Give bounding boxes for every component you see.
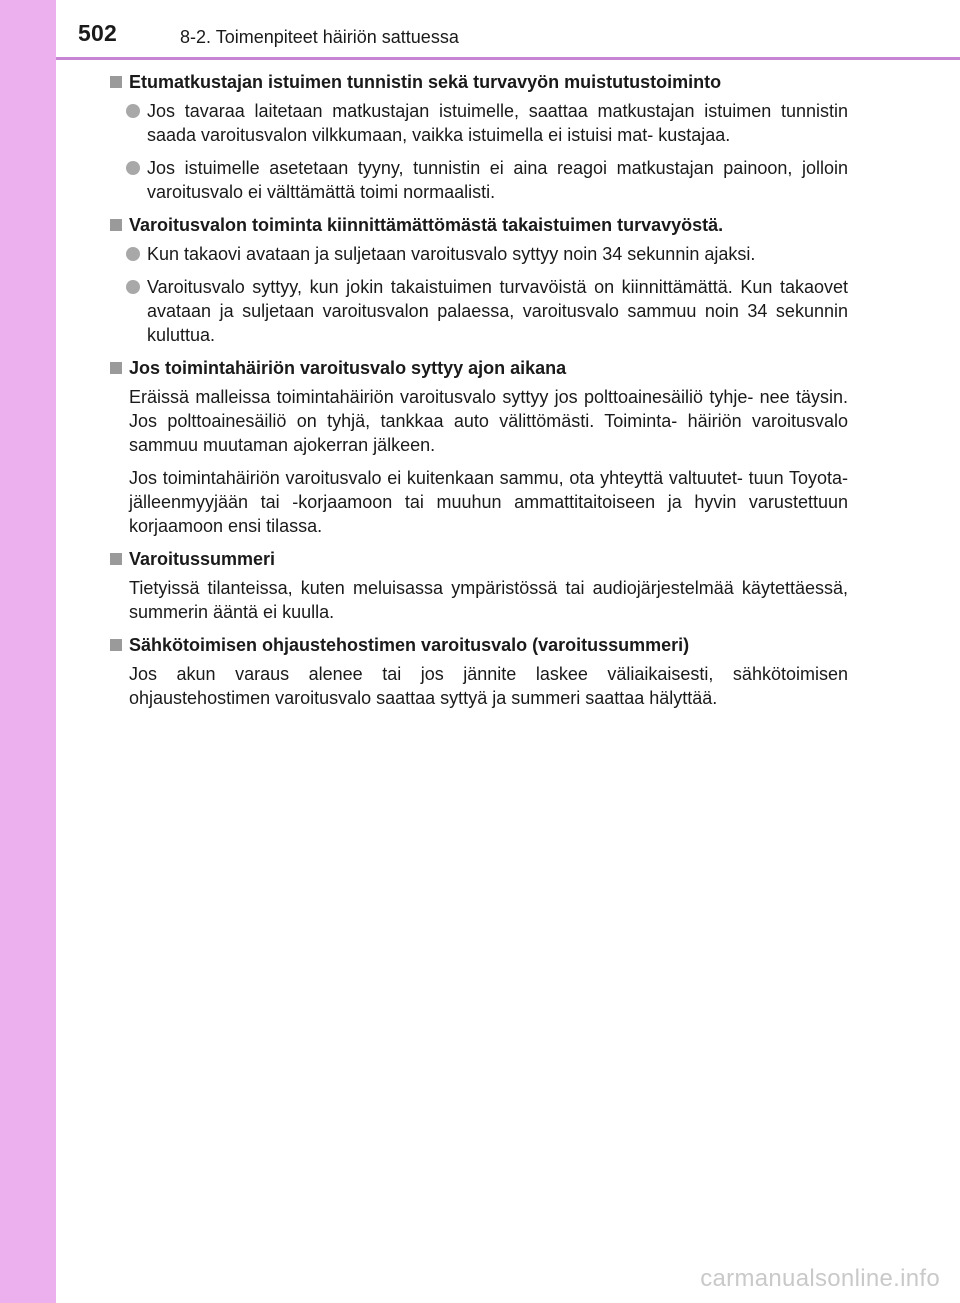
square-bullet-icon — [110, 362, 122, 374]
round-bullet-icon — [126, 280, 140, 294]
side-color-band — [0, 0, 56, 1303]
body-paragraph: Tietyissä tilanteissa, kuten meluisassa ympäristössä tai audiojärjestelmää käytettäessä, summerin ääntä ei kuulla. — [129, 578, 848, 622]
bullet-item — [108, 156, 848, 204]
square-bullet-icon — [110, 639, 122, 651]
heading-text: Jos toimintahäiriön varoitusvalo syttyy ajon aikana — [129, 358, 567, 378]
bullet-text: Jos istuimelle asetetaan tyyny, tunnistin ei aina reagoi matkustajan painoon, jolloin varoitusvalo ei välttämättä toimi normaalisti. — [147, 158, 848, 202]
body-paragraph: Jos akun varaus alenee tai jos jännite laskee väliaikaisesti, sähkötoimisen ohjaustehostimen varoitusvalo saattaa syttyä ja summeri saattaa hälyttää. — [129, 664, 848, 708]
heading-text: Etumatkustajan istuimen tunnistin sekä turvavyön muistutustoiminto — [129, 72, 722, 92]
section-heading — [108, 213, 848, 237]
round-bullet-icon — [126, 247, 140, 261]
heading-text: Varoitussummeri — [129, 549, 276, 569]
round-bullet-icon — [126, 161, 140, 175]
body-paragraph: Eräissä malleissa toimintahäiriön varoitusvalo syttyy jos polttoainesäiliö tyhje- nee täysin. Jos polttoainesäiliö on tyhjä, tankkaa auto välittömästi. Toiminta- häiriön varoitusvalo sammuu muutaman ajokerran jälkeen. — [129, 387, 848, 455]
bullet-text: Kun takaovi avataan ja suljetaan varoitusvalo syttyy noin 34 sekunnin ajaksi. — [147, 244, 756, 264]
bullet-item — [108, 242, 848, 266]
page-number: 502 — [78, 20, 117, 46]
bullet-item — [108, 275, 848, 347]
bullet-item — [108, 99, 848, 147]
square-bullet-icon — [110, 76, 122, 88]
heading-text: Sähkötoimisen ohjaustehostimen varoitusvalo (varoitussummeri) — [129, 635, 690, 655]
bullet-text: Varoitusvalo syttyy, kun jokin takaistuimen turvavöistä on kiinnittämättä. Kun takaovet avataan ja suljetaan varoitusvalon palaessa, varoitusvalo sammuu noin 34 sekunnin kuluttua. — [147, 277, 848, 345]
section-heading — [108, 547, 848, 571]
section-heading — [108, 633, 848, 657]
watermark: carmanualsonline.info — [700, 1265, 940, 1292]
header-rule — [56, 57, 960, 60]
round-bullet-icon — [126, 104, 140, 118]
square-bullet-icon — [110, 219, 122, 231]
body-paragraph: Jos toimintahäiriön varoitusvalo ei kuitenkaan sammu, ota yhteyttä valtuutet- tuun Toyota-jälleenmyyjään tai -korjaamoon tai muuhun ammattitaitoiseen ja hyvin varustettuun korjaamoon ensi tilassa. — [129, 468, 848, 536]
square-bullet-icon — [110, 553, 122, 565]
section-title: 8-2. Toimenpiteet häiriön sattuessa — [180, 27, 459, 47]
section-heading — [108, 356, 848, 380]
section-heading — [108, 70, 848, 94]
heading-text: Varoitusvalon toiminta kiinnittämättömästä takaistuimen turvavyöstä. — [129, 215, 724, 235]
page-content — [108, 70, 848, 719]
bullet-text: Jos tavaraa laitetaan matkustajan istuimelle, saattaa matkustajan istuimen tunnistin saada varoitusvalon vilkkumaan, vaikka istuimella ei istuisi mat- kustajaa. — [147, 101, 848, 145]
